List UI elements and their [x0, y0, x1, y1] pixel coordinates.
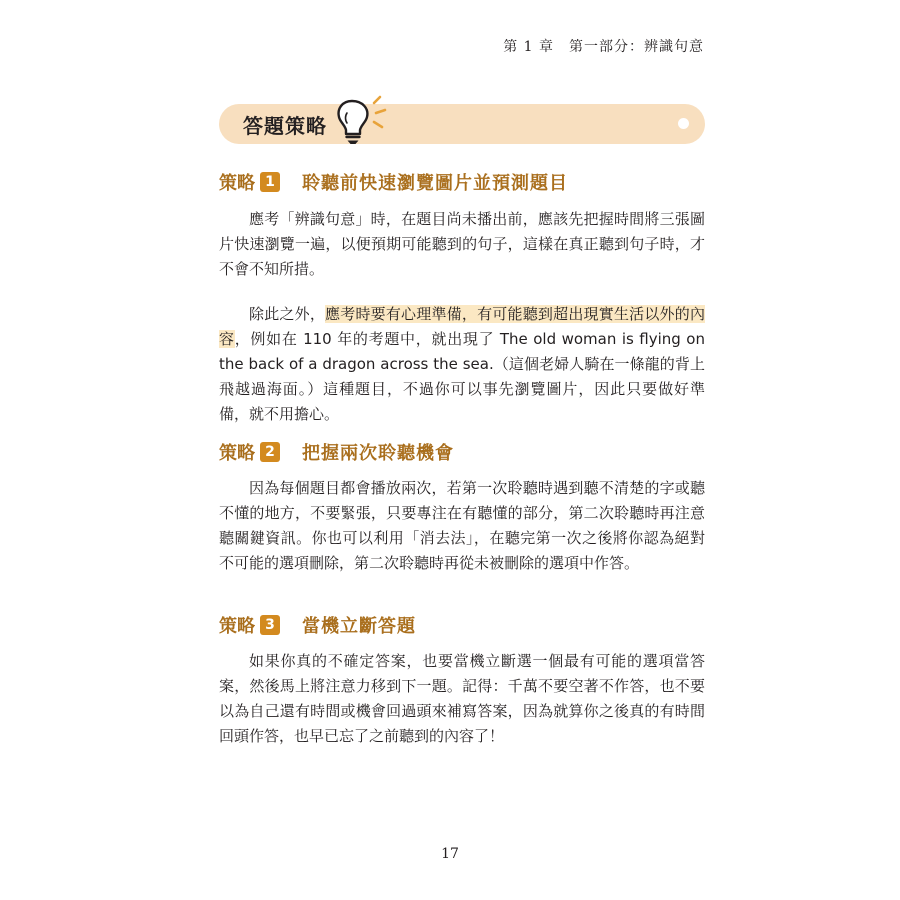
- strategy-banner: [219, 104, 705, 144]
- running-head: 第 1 章 第一部分：辨識句意: [503, 39, 704, 55]
- page-number: 17: [441, 846, 459, 862]
- strategy-3-title: 當機立斷答題: [302, 616, 416, 637]
- strategy-1-paragraph-2: [219, 302, 705, 427]
- banner-title: 答題策略: [243, 114, 327, 138]
- strategy-3-paragraph: 如果你真的不確定答案，也要當機立斷選一個最有可能的選項當答案，然後馬上將注意力移到下一題。記得：千萬不要空著不作答，也不要以為自己還有時間或機會回過頭來補寫答案，因為就算你之後真的有時間回頭作答，也早已忘了之前聽到的內容了！: [219, 652, 705, 745]
- strategy-label: 策略: [219, 616, 255, 637]
- strategy-1-heading: [219, 169, 568, 195]
- strategy-1-title: 聆聽前快速瀏覽圖片並預測題目: [302, 173, 568, 194]
- strategy-label: 策略: [219, 173, 255, 194]
- strategy-2-heading: [219, 439, 454, 465]
- strategy-number-badge: 2: [260, 442, 280, 462]
- strategy-number-badge: 3: [260, 615, 280, 635]
- highlighted-text: 應考時要有心理準備，有可能聽到超出現實生活以外的內容: [219, 305, 705, 348]
- paragraph-text: 除此之外，: [249, 305, 326, 323]
- strategy-1-paragraph-1: 應考「辨識句意」時，在題目尚未播出前，應該先把握時間將三張圖片快速瀏覽一遍，以便預期可能聽到的句子，這樣在真正聽到句子時，才不會不知所措。: [219, 210, 705, 278]
- strategy-label: 策略: [219, 443, 255, 464]
- paragraph-text: ，例如在 110 年的考題中，就出現了 The old woman is flying on the back of a dragon across the sea.（這個老婦人騎在一條龍的背上飛越過海面。）這種題目，不過你可以事先瀏覽圖片，因此只要做好準備，就不用擔心。: [219, 330, 705, 423]
- lightbulb-icon: [334, 94, 390, 146]
- strategy-3-heading: [219, 612, 416, 638]
- strategy-number-badge: 1: [260, 172, 280, 192]
- strategy-2-title: 把握兩次聆聽機會: [302, 443, 454, 464]
- banner-dot: [678, 118, 689, 129]
- strategy-2-paragraph: 因為每個題目都會播放兩次，若第一次聆聽時遇到聽不清楚的字或聽不懂的地方，不要緊張，只要專注在有聽懂的部分，第二次聆聽時再注意聽關鍵資訊。你也可以利用「消去法」，在聽完第一次之後將你認為絕對不可能的選項刪除，第二次聆聽時再從未被刪除的選項中作答。: [219, 479, 705, 572]
